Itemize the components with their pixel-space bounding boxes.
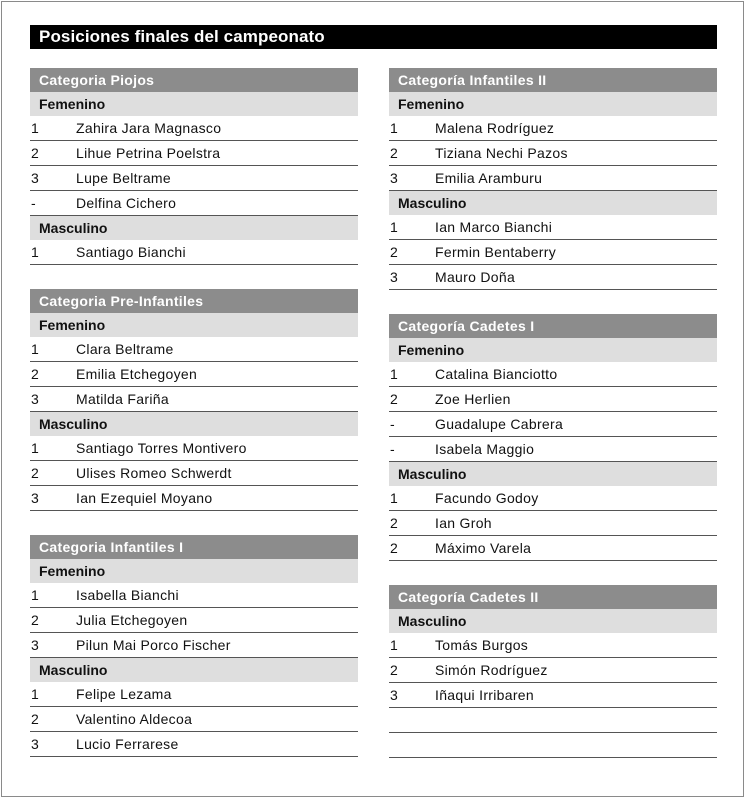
category-block [389, 314, 717, 561]
position-cell: 3 [390, 687, 398, 703]
name-cell: Catalina Bianciotto [435, 366, 558, 382]
table-row [30, 191, 358, 216]
position-cell: 1 [31, 120, 39, 136]
name-cell: Emilia Aramburu [435, 170, 543, 186]
right-column [389, 68, 717, 782]
name-cell: Santiago Bianchi [76, 244, 186, 260]
table-row [389, 658, 717, 683]
name-cell: Emilia Etchegoyen [76, 366, 198, 382]
table-row [389, 486, 717, 511]
table-row [30, 633, 358, 658]
name-cell: Lihue Petrina Poelstra [76, 145, 221, 161]
category-header: Categoría Cadetes II [389, 585, 717, 609]
table-row [389, 362, 717, 387]
table-row [30, 141, 358, 166]
position-cell: 3 [390, 170, 398, 186]
position-cell: 3 [31, 736, 39, 752]
name-cell: Matilda Fariña [76, 391, 169, 407]
position-cell: - [31, 195, 36, 211]
position-cell: 2 [390, 145, 398, 161]
table-row [30, 116, 358, 141]
position-cell: 3 [390, 269, 398, 285]
name-cell: Fermin Bentaberry [435, 244, 557, 260]
table-row [389, 733, 717, 758]
name-cell: Santiago Torres Montivero [76, 440, 247, 456]
table-row [389, 116, 717, 141]
page-title: Posiciones finales del campeonato [30, 25, 717, 49]
table-row [389, 240, 717, 265]
category-header: Categoría Infantiles II [389, 68, 717, 92]
position-cell: - [390, 441, 395, 457]
name-cell: Delfina Cichero [76, 195, 177, 211]
gender-header: Masculino [30, 412, 358, 436]
category-block [389, 68, 717, 290]
category-header: Categoria Pre-Infantiles [30, 289, 358, 313]
gender-header: Masculino [30, 216, 358, 240]
name-cell: Lupe Beltrame [76, 170, 171, 186]
table-row [389, 166, 717, 191]
category-block [30, 289, 358, 511]
position-cell: 2 [31, 145, 39, 161]
table-row [389, 387, 717, 412]
name-cell: Isabella Bianchi [76, 587, 179, 603]
position-cell: 2 [390, 662, 398, 678]
position-cell: 2 [390, 515, 398, 531]
position-cell: 2 [31, 366, 39, 382]
position-cell: - [390, 416, 395, 432]
name-cell: Ian Ezequiel Moyano [76, 490, 213, 506]
gender-header: Masculino [389, 462, 717, 486]
table-row [389, 511, 717, 536]
table-row [30, 166, 358, 191]
position-cell: 2 [390, 244, 398, 260]
name-cell: Julia Etchegoyen [76, 612, 188, 628]
position-cell: 1 [31, 244, 39, 260]
table-row [389, 708, 717, 733]
name-cell: Máximo Varela [435, 540, 532, 556]
gender-header: Femenino [389, 92, 717, 116]
table-row [389, 437, 717, 462]
name-cell: Felipe Lezama [76, 686, 172, 702]
category-block [30, 68, 358, 265]
table-row [30, 707, 358, 732]
table-row [389, 265, 717, 290]
gender-header: Femenino [30, 559, 358, 583]
table-row [389, 412, 717, 437]
left-column [30, 68, 358, 781]
name-cell: Zahira Jara Magnasco [76, 120, 222, 136]
name-cell: Clara Beltrame [76, 341, 174, 357]
name-cell: Zoe Herlien [435, 391, 511, 407]
name-cell: Mauro Doña [435, 269, 516, 285]
name-cell: Ian Groh [435, 515, 492, 531]
table-row [30, 337, 358, 362]
name-cell: Iñaqui Irribaren [435, 687, 534, 703]
table-row [30, 608, 358, 633]
name-cell: Ulises Romeo Schwerdt [76, 465, 232, 481]
position-cell: 1 [390, 637, 398, 653]
name-cell: Facundo Godoy [435, 490, 539, 506]
position-cell: 2 [390, 391, 398, 407]
position-cell: 1 [31, 440, 39, 456]
table-row [30, 362, 358, 387]
table-row [30, 732, 358, 757]
name-cell: Tomás Burgos [435, 637, 529, 653]
position-cell: 1 [390, 219, 398, 235]
table-row [30, 387, 358, 412]
table-row [30, 583, 358, 608]
category-block [30, 535, 358, 757]
position-cell: 1 [31, 587, 39, 603]
category-header: Categoria Piojos [30, 68, 358, 92]
name-cell: Isabela Maggio [435, 441, 535, 457]
name-cell: Simón Rodríguez [435, 662, 548, 678]
name-cell: Tiziana Nechi Pazos [435, 145, 568, 161]
table-row [30, 436, 358, 461]
position-cell: 1 [31, 341, 39, 357]
table-row [389, 141, 717, 166]
table-row [389, 683, 717, 708]
category-header: Categoria Infantiles I [30, 535, 358, 559]
gender-header: Femenino [30, 92, 358, 116]
position-cell: 1 [31, 686, 39, 702]
position-cell: 2 [31, 465, 39, 481]
gender-header: Masculino [389, 191, 717, 215]
gender-header: Femenino [30, 313, 358, 337]
table-row [30, 461, 358, 486]
gender-header: Femenino [389, 338, 717, 362]
name-cell: Pilun Mai Porco Fischer [76, 637, 231, 653]
position-cell: 2 [31, 711, 39, 727]
table-row [30, 240, 358, 265]
table-row [389, 633, 717, 658]
name-cell: Ian Marco Bianchi [435, 219, 553, 235]
position-cell: 3 [31, 637, 39, 653]
name-cell: Lucio Ferrarese [76, 736, 179, 752]
category-block [389, 585, 717, 758]
gender-header: Masculino [30, 658, 358, 682]
position-cell: 3 [31, 391, 39, 407]
position-cell: 1 [390, 120, 398, 136]
position-cell: 1 [390, 366, 398, 382]
position-cell: 2 [31, 612, 39, 628]
position-cell: 2 [390, 540, 398, 556]
name-cell: Malena Rodríguez [435, 120, 555, 136]
category-header: Categoría Cadetes I [389, 314, 717, 338]
position-cell: 1 [390, 490, 398, 506]
table-row [389, 536, 717, 561]
position-cell: 3 [31, 170, 39, 186]
table-row [30, 486, 358, 511]
table-row [389, 215, 717, 240]
name-cell: Valentino Aldecoa [76, 711, 193, 727]
name-cell: Guadalupe Cabrera [435, 416, 564, 432]
table-row [30, 682, 358, 707]
gender-header: Masculino [389, 609, 717, 633]
position-cell: 3 [31, 490, 39, 506]
